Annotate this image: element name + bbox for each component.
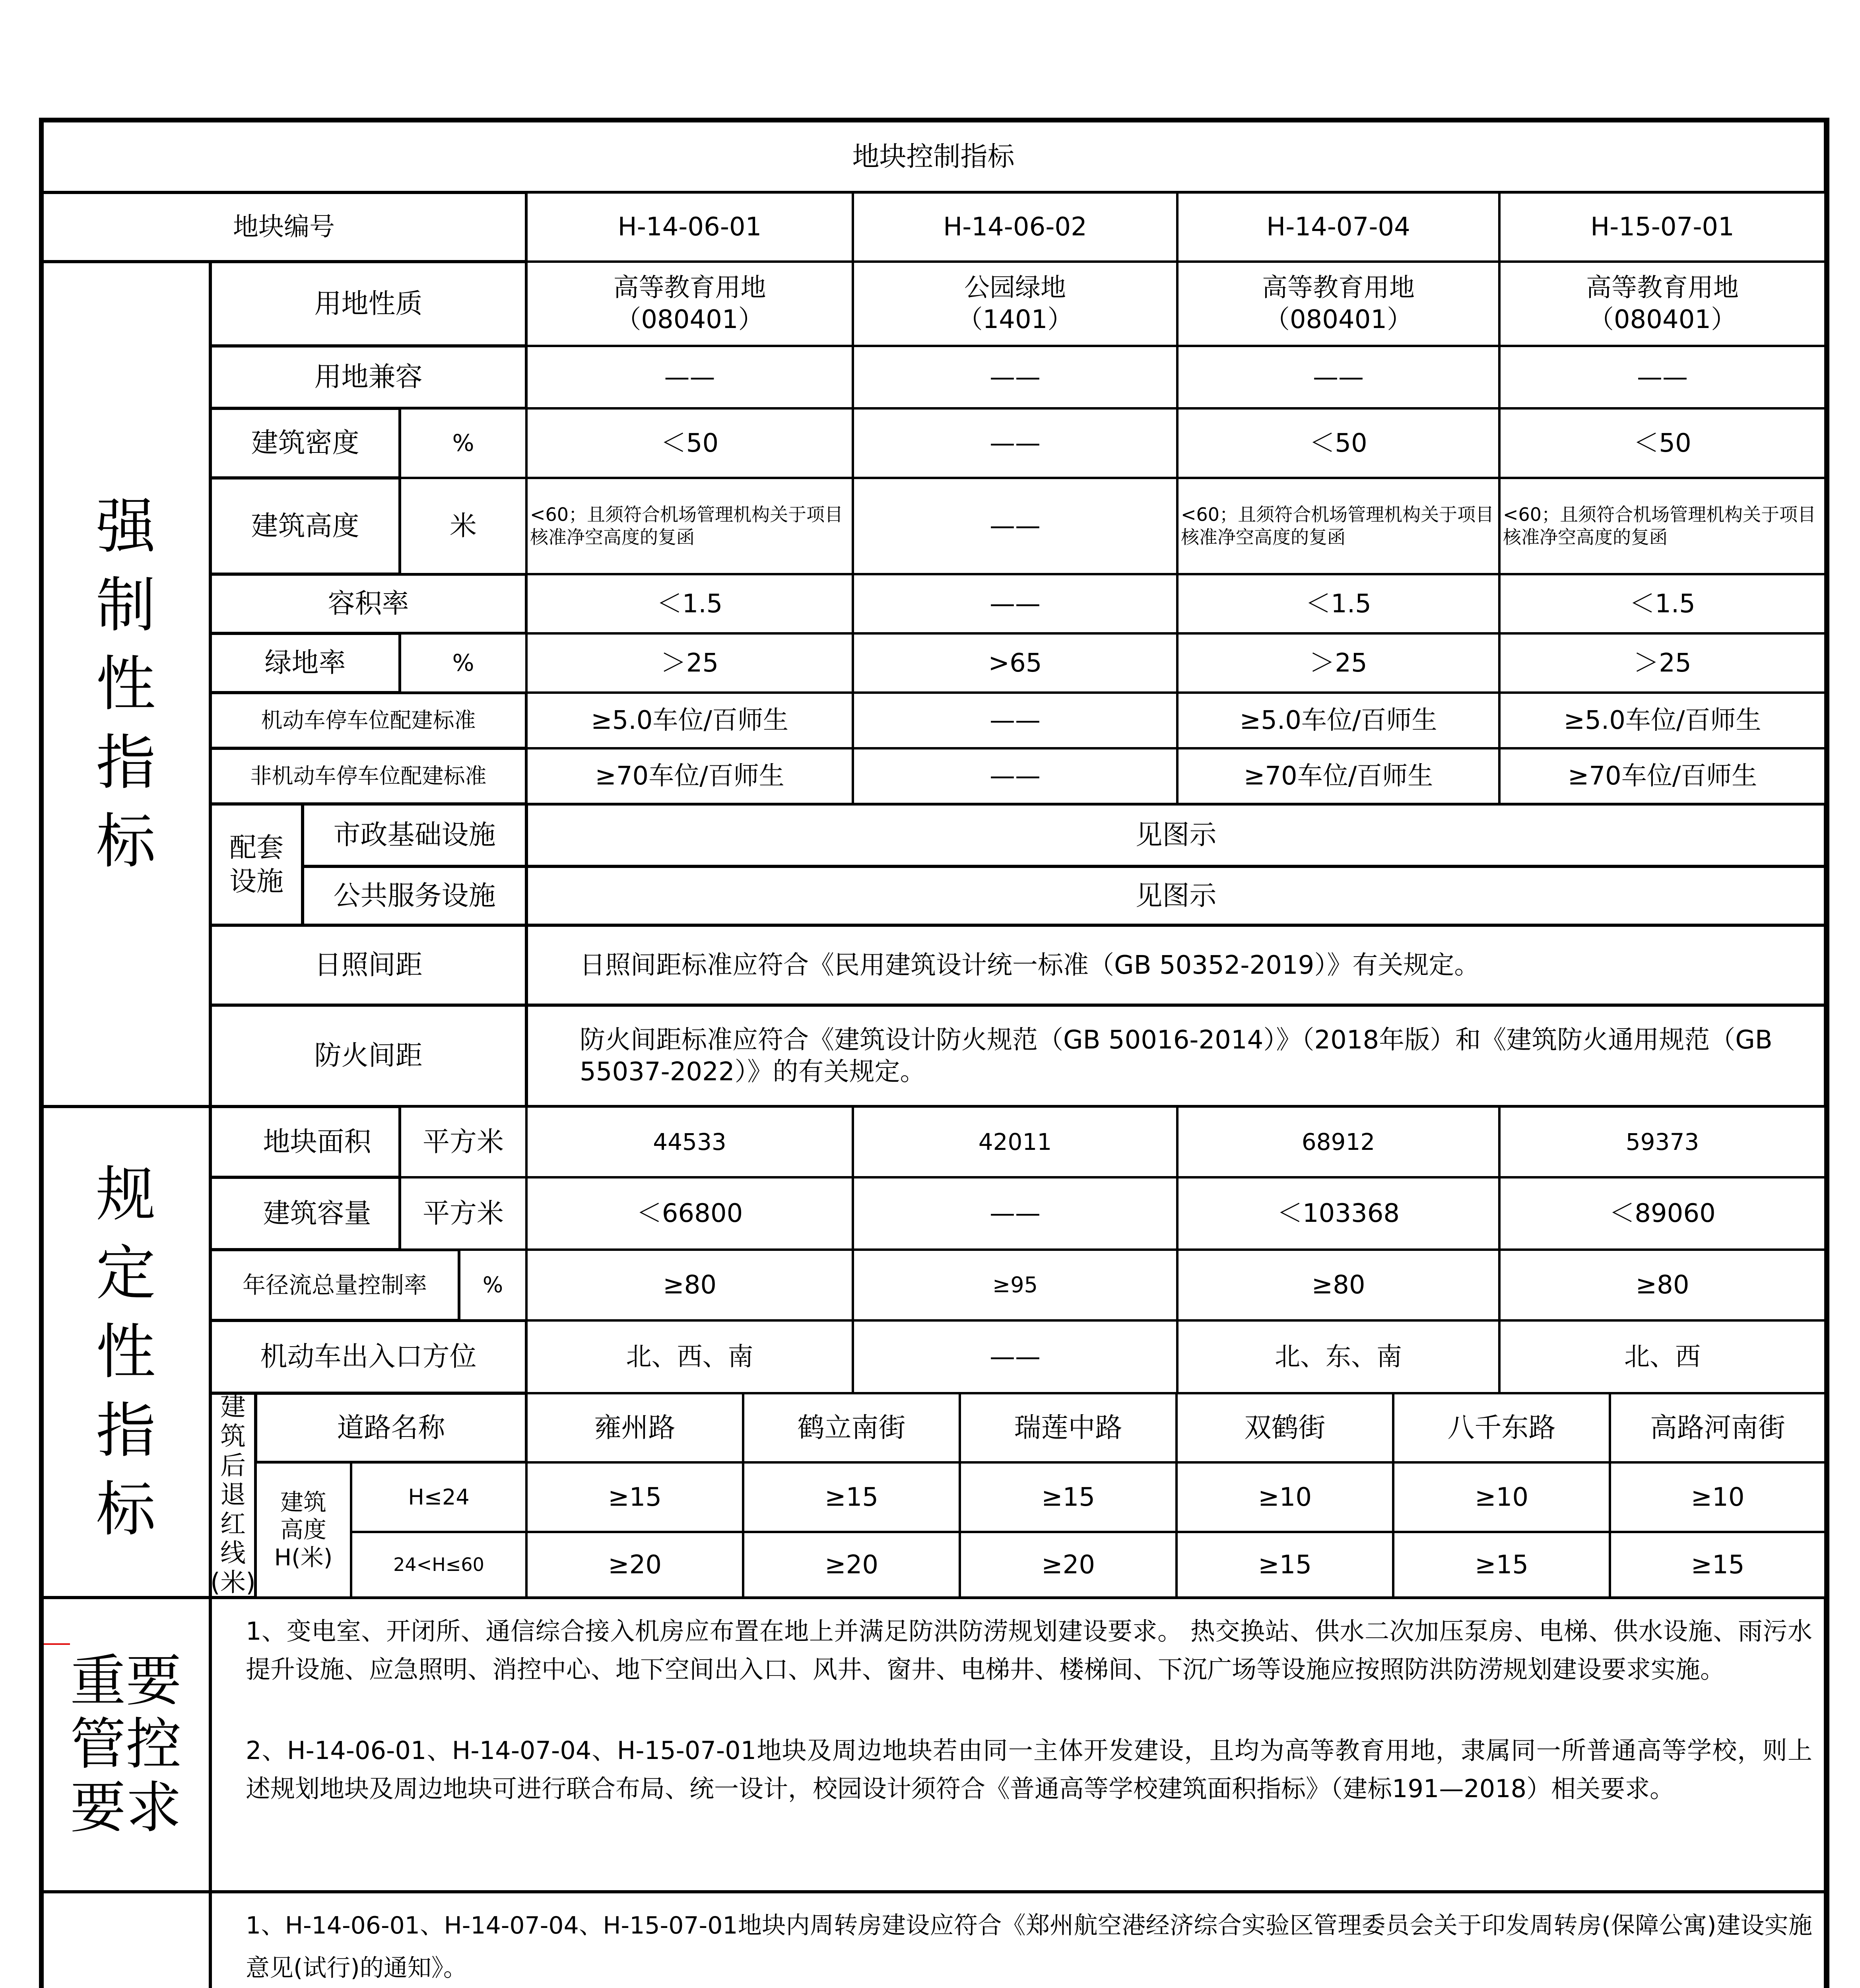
green-unit: % [400,633,526,693]
land-use-value-4 [1499,262,1825,346]
density-label: 建筑密度 [210,408,400,478]
height-group-line: 高度 [280,1516,326,1543]
height-label: 建筑高度 [210,478,400,574]
runoff-value-1: ≥80 [526,1250,853,1320]
far-value-3: ＜1.5 [1177,574,1499,633]
road-name-4: 双鹤街 [1177,1393,1393,1462]
land-use-code: （080401） [615,305,764,334]
section-char: 标 [96,807,156,876]
other-requirements-list [246,1905,1812,1988]
green-value-1: ＞25 [526,633,853,693]
area-value-4: 59373 [1499,1107,1825,1177]
road-name-1: 雍州路 [526,1393,743,1462]
fire-label: 防火间距 [210,1005,526,1107]
area-value-3: 68912 [1177,1107,1499,1177]
area-value-1: 44533 [526,1107,853,1177]
section-char: 制 [96,571,156,640]
table-title: 地块控制指标 [41,121,1825,192]
nonmotor-parking-value-4: ≥70车位/百师生 [1499,748,1825,804]
height-value-4: <60；且须符合机场管理机构关于项目核准净空高度的复函 [1499,478,1825,574]
density-value-1: ＜50 [526,408,853,478]
setback-group-line: 后退 [220,1451,246,1510]
section-char: 性 [96,1317,156,1387]
motor-parking-value-1: ≥5.0车位/百师生 [526,693,853,748]
sunlight-value: 日照间距标准应符合《民用建筑设计统一标准（GB 50352-2019）》有关规定。 [526,925,1825,1005]
nonmotor-parking-value-2: —— [853,748,1177,804]
area-unit: 平方米 [400,1107,526,1177]
section-key-controls-label [41,1598,210,1892]
land-use-code: （1401） [957,305,1073,334]
plot-id-2: H-14-06-02 [853,192,1177,262]
compatible-value-2: —— [853,346,1177,408]
facilities-group-line: 设施 [229,866,283,897]
land-use-value-2 [853,262,1177,346]
far-value-2: —— [853,574,1177,633]
runoff-label: 年径流总量控制率 [210,1250,459,1320]
other-item: 1、H-14-06-01、H-14-07-04、H-15-07-01地块内周转房建设应符合《郑州航空港经济综合实验区管理委员会关于印发周转房(保障公寓)建设实施意见(试行)的通知》。 [246,1912,1812,1982]
section-char: 强 [96,492,156,561]
section-line: 管控 [70,1712,182,1777]
green-label: 绿地率 [210,633,400,693]
setback-group-line: 建筑 [220,1392,246,1452]
setback-group-line: 红线 [220,1509,246,1569]
plot-id-1: H-14-06-01 [526,192,853,262]
section-line: 要求 [70,1775,182,1840]
section-char: 性 [96,649,156,719]
far-label: 容积率 [210,574,526,633]
fire-value: 防火间距标准应符合《建筑设计防火规范（GB 50016-2014）》（2018年版）和《建筑防火通用规范（GB 55037-2022）》的有关规定。 [526,1005,1825,1107]
far-value-4: ＜1.5 [1499,574,1825,633]
setback-value: ≥15 [1393,1532,1610,1598]
land-use-name: 高等教育用地 [613,273,766,303]
height-value-1: <60；且须符合机场管理机构关于项目核准净空高度的复函 [526,478,853,574]
municipal-facilities-value: 见图示 [526,804,1825,866]
compatible-value-1: —— [526,346,853,408]
density-value-2: —— [853,408,1177,478]
density-value-3: ＜50 [1177,408,1499,478]
motor-parking-value-2: —— [853,693,1177,748]
capacity-value-2: —— [853,1177,1177,1250]
setback-value: ≥10 [1177,1462,1393,1532]
capacity-value-4: ＜89060 [1499,1177,1825,1250]
road-name-3: 瑞莲中路 [960,1393,1177,1462]
plot-id-4: H-15-07-01 [1499,192,1825,262]
setback-height-band-2: 24<H≤60 [351,1532,526,1598]
plot-id-3: H-14-07-04 [1177,192,1499,262]
height-group-label [256,1462,351,1598]
section-char: 指 [96,728,156,798]
capacity-label: 建筑容量 [210,1177,400,1250]
setback-value: ≥20 [526,1532,743,1598]
road-name-2: 鹤立南街 [743,1393,960,1462]
land-use-name: 高等教育用地 [1586,273,1739,303]
green-value-2: >65 [853,633,1177,693]
plot-id-label: 地块编号 [41,192,526,262]
height-group-line: 建筑 [280,1488,326,1516]
setback-value: ≥15 [526,1462,743,1532]
land-use-name: 高等教育用地 [1262,273,1415,303]
public-facilities-value: 见图示 [526,866,1825,925]
area-label: 地块面积 [210,1107,400,1177]
setback-value: ≥15 [1610,1532,1825,1598]
facilities-group-label [210,804,303,925]
runoff-unit: % [459,1250,526,1320]
area-value-2: 42011 [853,1107,1177,1177]
land-use-code: （080401） [1264,305,1413,334]
sunlight-label: 日照间距 [210,925,526,1005]
entrance-value-2: —— [853,1320,1177,1393]
road-name-6: 高路河南街 [1610,1393,1825,1462]
setback-value: ≥15 [960,1462,1177,1532]
section-char: 标 [96,1475,156,1544]
setback-group-label [210,1393,256,1598]
setback-value: ≥10 [1610,1462,1825,1532]
setback-value: ≥20 [743,1532,960,1598]
setback-value: ≥20 [960,1532,1177,1598]
density-value-4: ＜50 [1499,408,1825,478]
motor-parking-label: 机动车停车位配建标准 [210,693,526,748]
setback-value: ≥15 [743,1462,960,1532]
far-value-1: ＜1.5 [526,574,853,633]
section-other-label [41,1892,210,1988]
land-use-value-1 [526,262,853,346]
green-value-3: ＞25 [1177,633,1499,693]
municipal-facilities-label: 市政基础设施 [303,804,526,866]
section-char: 指 [96,1396,156,1466]
compatible-value-3: —— [1177,346,1499,408]
road-name-5: 八千东路 [1393,1393,1610,1462]
height-group-line: H(米) [274,1543,333,1571]
capacity-unit: 平方米 [400,1177,526,1250]
section-mandatory-label [41,262,210,1107]
key-controls-item: 2、H-14-06-01、H-14-07-04、H-15-07-01地块及周边地块若由同一主体开发建设，且均为高等教育用地，隶属同一所普通高等学校，则上述规划地块及周边地块可进行联合布局、统一设计，校园设计须符合《普通高等学校建筑面积指标》（建标191—2018）相关要求。 [246,1736,1812,1803]
land-use-name: 公园绿地 [964,273,1066,303]
facilities-group-line: 配套 [229,832,283,864]
public-facilities-label: 公共服务设施 [303,866,526,925]
compatible-value-4: —— [1499,346,1825,408]
density-unit: % [400,408,526,478]
motor-parking-value-3: ≥5.0车位/百师生 [1177,693,1499,748]
entrance-value-3: 北、东、南 [1177,1320,1499,1393]
key-controls-item: 1、变电室、开闭所、通信综合接入机房应布置在地上并满足防洪防涝规划建设要求。 热交换站、供水二次加压泵房、电梯、供水设施、雨污水提升设施、应急照明、消控中心、地下空间出入口、风井、窗井、电梯井、楼梯间、下沉广场等设施应按照防洪防涝规划建设要求实施。 [246,1617,1812,1684]
red-mark [42,1643,70,1645]
nonmotor-parking-value-1: ≥70车位/百师生 [526,748,853,804]
section-char: 定 [96,1239,156,1308]
height-unit: 米 [400,478,526,574]
setback-group-line: (米) [210,1568,256,1598]
section-prescribed-label [41,1107,210,1598]
motor-parking-value-4: ≥5.0车位/百师生 [1499,693,1825,748]
capacity-value-3: ＜103368 [1177,1177,1499,1250]
land-use-label: 用地性质 [210,262,526,346]
section-char: 规 [96,1160,156,1229]
entrance-label: 机动车出入口方位 [210,1320,526,1393]
setback-value: ≥10 [1393,1462,1610,1532]
compatible-label: 用地兼容 [210,346,526,408]
green-value-4: ＞25 [1499,633,1825,693]
height-value-3: <60；且须符合机场管理机构关于项目核准净空高度的复函 [1177,478,1499,574]
runoff-value-2: ≥95 [853,1250,1177,1320]
entrance-value-1: 北、西、南 [526,1320,853,1393]
nonmotor-parking-value-3: ≥70车位/百师生 [1177,748,1499,804]
land-use-value-3 [1177,262,1499,346]
runoff-value-4: ≥80 [1499,1250,1825,1320]
road-name-label: 道路名称 [256,1393,526,1462]
runoff-value-3: ≥80 [1177,1250,1499,1320]
land-use-code: （080401） [1588,305,1737,334]
height-value-2: —— [853,478,1177,574]
setback-value: ≥15 [1177,1532,1393,1598]
capacity-value-1: ＜66800 [526,1177,853,1250]
setback-height-band-1: H≤24 [351,1462,526,1532]
section-line: 重要 [70,1648,182,1714]
nonmotor-parking-label: 非机动车停车位配建标准 [210,748,526,804]
entrance-value-4: 北、西 [1499,1320,1825,1393]
